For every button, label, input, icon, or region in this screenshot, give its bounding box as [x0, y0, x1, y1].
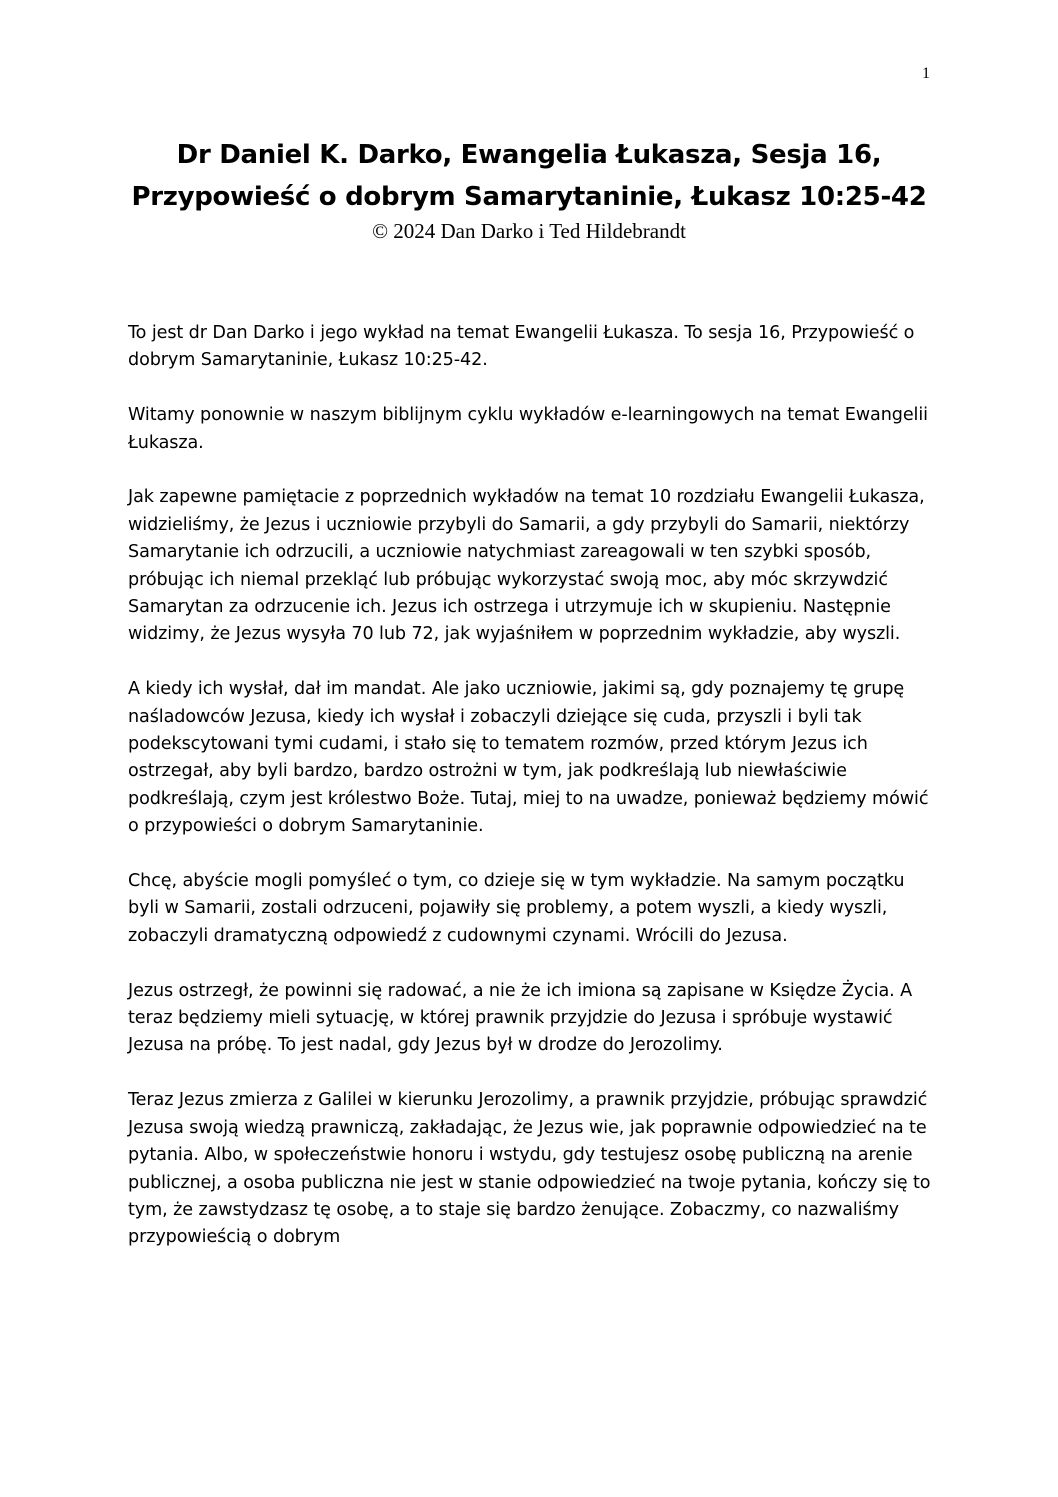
paragraph: Teraz Jezus zmierza z Galilei w kierunku Jerozolimy, a prawnik przyjdzie, próbując sprawdzić Jezusa swoją wiedzą prawniczą, zakładając, że Jezus wie, jak poprawnie odpowiedzieć na te pytania. Albo, w społeczeństwie honoru i wstydu, gdy testujesz osobę publiczną na arenie publicznej, a osoba publiczna nie jest w stanie odpowiedzieć na twoje pytania, kończy się to tym, że zawstydzasz tę osobę, a to staje się bardzo żenujące. Zobaczmy, co nazwaliśmy przypowieścią o dobrym — [128, 1090, 931, 1248]
page-number: 1 — [922, 65, 930, 82]
paragraph: Jezus ostrzegł, że powinni się radować, a nie że ich imiona są zapisane w Księdze Życia. A teraz będziemy mieli sytuację, w której prawnik przyjdzie do Jezusa i spróbuje wystawić Jezusa na próbę. To jest nadal, gdy Jezus był w drodze do Jerozolimy. — [128, 980, 913, 1056]
paragraph: A kiedy ich wysłał, dał im mandat. Ale jako uczniowie, jakimi są, gdy poznajemy tę grupę naśladowców Jezusa, kiedy ich wysłał i zobaczyli dziejące się cuda, przyszli i byli tak podekscytowani tymi cudami, i stało się to tematem rozmów, przed którym Jezus ich ostrzegał, aby byli bardzo, bardzo ostrożni w tym, jak podkreślają lub niewłaściwie podkreślają, czym jest królestwo Boże. Tutaj, miej to na uwadze, ponieważ będziemy mówić o przypowieści o dobrym Samarytaninie. — [128, 679, 929, 837]
paragraph: Chcę, abyście mogli pomyśleć o tym, co dzieje się w tym wykładzie. Na samym początku byli w Samarii, zostali odrzuceni, pojawiły się problemy, a potem wyszli, a kiedy wyszli, zobaczyli dramatyczną odpowiedź z cudownymi czynami. Wrócili do Jezusa. — [128, 871, 905, 946]
title-block — [128, 134, 930, 244]
paragraph: Jak zapewne pamiętacie z poprzednich wykładów na temat 10 rozdziału Ewangelii Łukasza, widzieliśmy, że Jezus i uczniowie przybyli do Samarii, a gdy przybyli do Samarii, niektórzy Samarytanie ich odrzucili, a uczniowie natychmiast zareagowali w ten szybki sposób, próbując ich niemal przekląć lub próbując wykorzystać swoją moc, aby móc skrzywdzić Samarytan za odrzucenie ich. Jezus ich ostrzega i utrzymuje ich w skupieniu. Następnie widzimy, że Jezus wysyła 70 lub 72, jak wyjaśniłem w poprzednim wykładzie, aby wyszli. — [128, 487, 925, 645]
copyright-line: © 2024 Dan Darko i Ted Hildebrandt — [372, 219, 686, 243]
document-title: Dr Daniel K. Darko, Ewangelia Łukasza, Sesja 16, Przypowieść o dobrym Samarytaninie, Łukasz 10:25-42 — [131, 140, 927, 212]
document-body — [128, 320, 938, 1279]
paragraph: To jest dr Dan Darko i jego wykład na temat Ewangelii Łukasza. To sesja 16, Przypowieść o dobrym Samarytaninie, Łukasz 10:25-42. — [128, 323, 915, 371]
paragraph: Witamy ponownie w naszym biblijnym cyklu wykładów e-learningowych na temat Ewangelii Łukasza. — [128, 405, 928, 453]
